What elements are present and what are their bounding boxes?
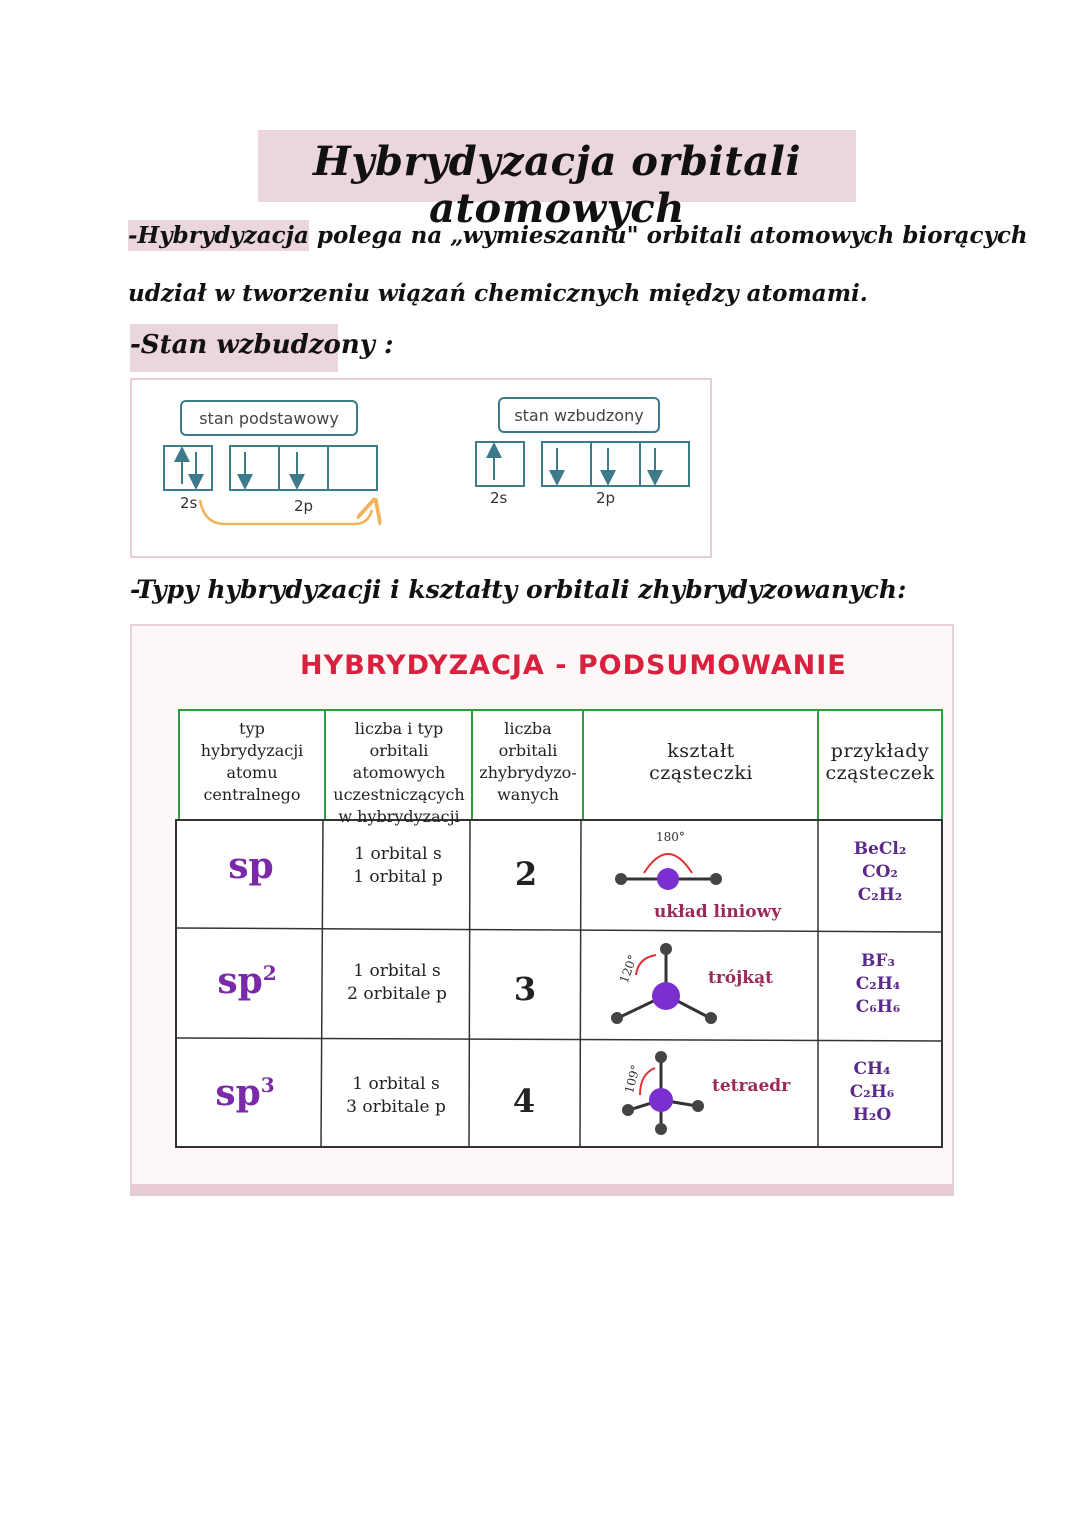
header-text: atomu [226, 763, 278, 782]
ground-state-label: stan podstawowy [180, 400, 358, 436]
row-sp3-count: 4 [512, 1082, 536, 1120]
row-sp2-count: 3 [513, 970, 537, 1008]
excited-2s-label: 2s [490, 489, 508, 507]
intro-highlight: -Hybrydyzacja [128, 222, 309, 249]
header-text: przykłady [830, 740, 930, 762]
header-text: atomowych [352, 763, 446, 782]
orbital-text: 1 orbital s [354, 844, 442, 864]
example-text: BeCl₂ [853, 839, 907, 859]
row-sp-examples [820, 838, 940, 907]
row-sp-orbitals [325, 843, 471, 889]
header-molecule-shape [584, 740, 818, 784]
row-sp3-type [172, 1072, 318, 1114]
row-sp-type [178, 845, 324, 887]
type-text: sp [228, 845, 274, 887]
header-hybridization-type [180, 718, 324, 806]
orbital-text: 1 orbital s [353, 961, 441, 981]
types-heading: -Typy hybrydyzacji i kształty orbitali zhybrydyzowanych: [130, 575, 907, 604]
header-text: orbitali [498, 741, 558, 760]
example-text: CH₄ [853, 1059, 891, 1079]
ground-2p-label: 2p [294, 497, 314, 515]
example-text: BF₃ [861, 951, 895, 971]
header-text: uczestniczących [333, 785, 465, 804]
type-sup: 2 [262, 961, 277, 985]
row-sp2-angle: 120° [616, 953, 640, 985]
header-text: wanych [497, 785, 559, 804]
header-examples [819, 740, 941, 784]
summary-title: HYBRYDYZACJA - PODSUMOWANIE [300, 650, 847, 681]
type-sup: 3 [260, 1073, 275, 1097]
row-sp-angle: 180° [656, 830, 685, 844]
orbital-text: 1 orbital s [352, 1074, 440, 1094]
example-text: H₂O [852, 1105, 892, 1125]
example-text: C₆H₆ [855, 997, 901, 1017]
example-text: C₂H₆ [849, 1082, 895, 1102]
excited-heading: -Stan wzbudzony : [130, 330, 394, 360]
header-text: hybrydyzacji [200, 741, 304, 760]
example-text: CO₂ [862, 862, 898, 882]
type-text: sp [217, 960, 263, 1002]
row-sp3-orbitals [323, 1073, 469, 1119]
intro-line-2: udział w tworzeniu wiązań chemicznych między atomami. [128, 280, 868, 307]
header-text: liczba i typ orbitali [354, 719, 444, 760]
page-title: Hybrydyzacja orbitali atomowych [312, 138, 802, 232]
header-text: w hybrydyzacji [338, 807, 460, 826]
example-text: C₂H₄ [855, 974, 901, 994]
row-sp2-type [174, 960, 320, 1002]
orbital-text: 3 orbitale p [346, 1097, 446, 1117]
header-text: kształt [667, 740, 735, 762]
row-sp2-orbitals [324, 960, 470, 1006]
example-text: C₂H₂ [857, 885, 903, 905]
header-text: cząsteczek [825, 762, 935, 784]
excited-state-label: stan wzbudzony [498, 397, 660, 433]
type-text: sp [215, 1072, 261, 1114]
header-hybrid-count [473, 718, 583, 806]
intro-rest: polega na „wymieszaniu" orbitali atomowych biorących [308, 222, 1028, 249]
header-text: centralnego [203, 785, 301, 804]
row-sp-shape: układ liniowy [654, 902, 782, 922]
row-sp2-examples [818, 950, 938, 1019]
header-orbitals-involved [326, 718, 472, 828]
row-sp3-examples [812, 1058, 932, 1127]
row-sp3-angle: 109° [621, 1063, 643, 1095]
header-text: liczba [504, 719, 552, 738]
ground-2s-label: 2s [180, 494, 198, 512]
row-sp-count: 2 [514, 855, 538, 893]
excited-2p-label: 2p [596, 489, 616, 507]
header-text: zhybrydyzo- [479, 763, 577, 782]
row-sp2-shape: trójkąt [708, 968, 773, 988]
header-text: typ [239, 719, 265, 738]
row-sp3-shape: tetraedr [712, 1076, 791, 1096]
header-text: cząsteczki [649, 762, 753, 784]
orbital-text: 2 orbitale p [347, 984, 447, 1004]
orbital-text: 1 orbital p [353, 867, 443, 887]
